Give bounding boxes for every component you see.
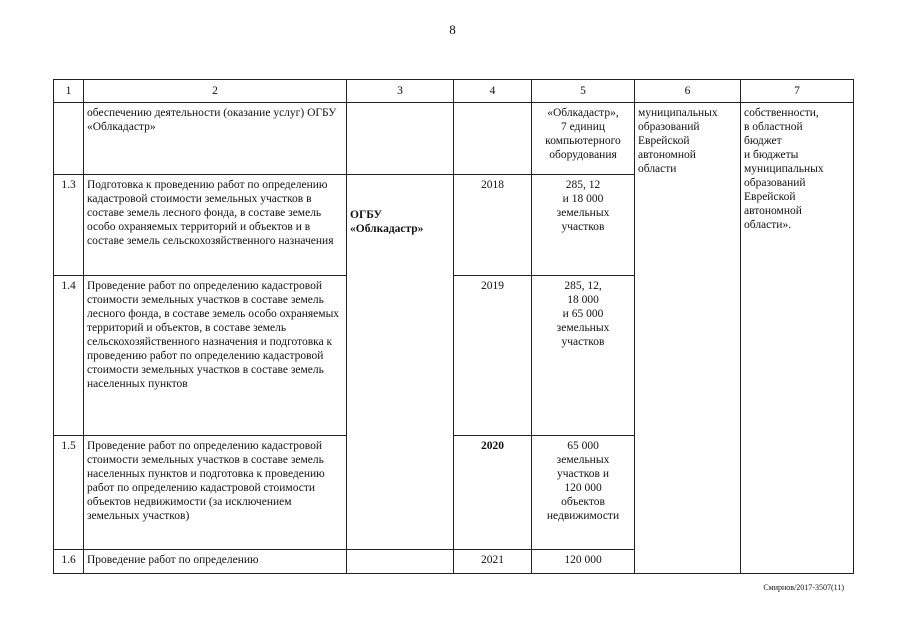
col-header: 6 xyxy=(635,80,741,103)
row-number xyxy=(54,103,84,175)
col-header: 2 xyxy=(84,80,347,103)
row-number: 1.5 xyxy=(54,436,84,550)
row-quantity: «Облкадастр», 7 единиц компьютерного оборудования xyxy=(532,103,635,175)
table-row xyxy=(54,103,854,175)
footer-reference: Смирнов/2017-3507(11) xyxy=(763,583,844,592)
budget-cell: собственности, в областной бюджет и бюджеты муниципальных образований Еврейской автономной области». xyxy=(741,103,854,574)
municipalities-cell: муниципальных образований Еврейской автономной области xyxy=(635,103,741,574)
row-quantity: 285, 12, 18 000 и 65 000 земельных участков xyxy=(532,276,635,436)
row-description: обеспечению деятельности (оказание услуг) ОГБУ «Облкадастр» xyxy=(84,103,347,175)
agency-name: ОГБУ «Облкадастр» xyxy=(350,209,424,235)
header-row xyxy=(54,80,854,103)
row-year: 2018 xyxy=(454,175,532,276)
row-year: 2020 xyxy=(454,436,532,550)
row-quantity: 120 000 xyxy=(532,550,635,574)
col-header: 4 xyxy=(454,80,532,103)
col-header: 5 xyxy=(532,80,635,103)
col-header: 1 xyxy=(54,80,84,103)
row-number: 1.3 xyxy=(54,175,84,276)
row-quantity: 65 000 земельных участков и 120 000 объектов недвижимости xyxy=(532,436,635,550)
row-agency xyxy=(347,550,454,574)
row-agency xyxy=(347,103,454,175)
row-quantity: 285, 12 и 18 000 земельных участков xyxy=(532,175,635,276)
row-number: 1.4 xyxy=(54,276,84,436)
col-header: 3 xyxy=(347,80,454,103)
row-description: Подготовка к проведению работ по определению кадастровой стоимости земельных участков в составе земель лесного фонда, в составе земель особо охраняемых территорий и объектов и в составе земель сельскохозяйственного назначения xyxy=(84,175,347,276)
row-number: 1.6 xyxy=(54,550,84,574)
page-number: 8 xyxy=(449,22,456,37)
row-description: Проведение работ по определению кадастровой стоимости земельных участков в составе земель населенных пунктов и подготовка к проведению работ по определению кадастровой стоимости объектов недвижимости (за исключением земельных участков) xyxy=(84,436,347,550)
document-table xyxy=(53,79,854,574)
row-year: 2021 xyxy=(454,550,532,574)
row-year xyxy=(454,103,532,175)
row-year: 2019 xyxy=(454,276,532,436)
row-description: Проведение работ по определению xyxy=(84,550,347,574)
agency-cell xyxy=(347,175,454,550)
row-description: Проведение работ по определению кадастровой стоимости земельных участков в составе земель лесного фонда, в составе земель особо охраняемых территорий и объектов, в составе земель сельскохозяйственного назначения и подготовка к проведению работ по определению кадастровой стоимости земельных участков в составе земель населенных пунктов xyxy=(84,276,347,436)
col-header: 7 xyxy=(741,80,854,103)
